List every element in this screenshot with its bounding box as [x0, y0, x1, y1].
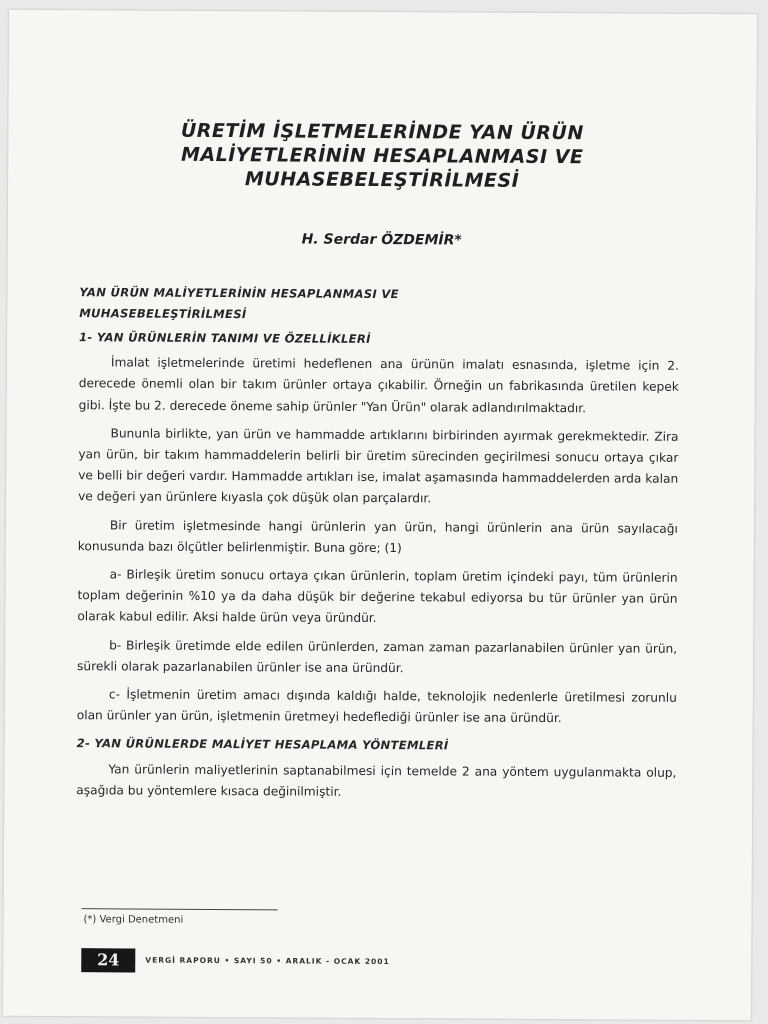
article-title — [48, 118, 716, 194]
paragraph: İmalat işletmelerinde üretimi hedeflenen ana ürünün imalatı esnasında, işletme için 2. derecede önemli olan bir takım ürünler ortaya çıkabilir. Örneğin un fabrikasında üretilen kepek gibi. İşte bu 2. derecede öneme sahip ürünler "Yan Ürün" olarak adlandırılmaktadır. — [78, 355, 679, 415]
paragraph: Bir üretim işletmesinde hangi ürünlerin yan ürün, hangi ürünlerin ana ürün sayılacağı konusunda bazı ölçütler belirlenmiştir. Buna göre; (1) — [77, 517, 678, 555]
paragraph: b- Birleşik üretimde elde edilen ürünlerden, zaman zaman pazarlanabilen ürünler yan ürün, sürekli olarak pazarlanabilen ürünler ise ana üründür. — [77, 637, 678, 675]
paragraph: c- İşletmenin üretim amacı dışında kaldığı halde, teknolojik nedenlerle üretilmesi zorunlu olan ürünler yan ürün, işletmenin üretmeyi hedeflediği ürünler ise ana üründür. — [76, 687, 677, 726]
article-body — [76, 282, 679, 812]
footnote: (*) Vergi Denetmeni — [83, 914, 184, 926]
document-page — [3, 10, 757, 1021]
page-number: 24 — [81, 948, 135, 972]
title-line: ÜRETİM İŞLETMELERİNDE YAN ÜRÜN — [180, 119, 584, 145]
paragraph: Yan ürünlerin maliyetlerinin saptanabilmesi için temelde 2 ana yöntem uygulanmakta olup, aşağıda bu yöntemlere kısaca değinilmiştir. — [76, 762, 677, 799]
section-heading-line: MUHASEBELEŞTİRİLMESİ — [79, 306, 247, 322]
section-heading — [79, 282, 679, 328]
subheading-2: 2- YAN ÜRÜNLERDE MALİYET HESAPLAMA YÖNTEMLERİ — [76, 736, 449, 753]
subheading-1: 1- YAN ÜRÜNLERİN TANIMI VE ÖZELLİKLERİ — [79, 330, 371, 346]
paragraph: a- Birleşik üretim sonucu ortaya çıkan ürünlerin, toplam üretim içindeki payı, tüm ürünlerin toplam değerinin %10 ya da daha düşük bir değerine tekabul ediyorsa bu tür ürünler yan ürün olarak kabul edilir. Aksi halde ürün veya üründür. — [77, 567, 678, 626]
paragraph: Bununla birlikte, yan ürün ve hammadde artıklarını birbirinden ayırmak gerekmektedir. Zira yan ürün, bir takım hammaddelerin belirli bir üretim sürecinden geçirilmesi sonucu ortaya çıkar ve belli bir değeri vardır. Hammadde artıkları ise, imalat aşamasında hammaddelerden arda kalan ve değeri yan ürünlere kıyasla çok düşük olan parçalardır. — [78, 426, 679, 506]
title-line: MALİYETLERİNİN HESAPLANMASI VE — [180, 143, 584, 169]
running-footer: VERGİ RAPORU • SAYI 50 • ARALIK - OCAK 2001 — [145, 955, 390, 967]
footnote-divider — [82, 908, 278, 910]
section-heading-line: YAN ÜRÜN MALİYETLERİNİN HESAPLANMASI VE — [79, 285, 399, 302]
title-line: MUHASEBELEŞTİRİLMESİ — [244, 168, 520, 192]
author-name: H. Serdar ÖZDEMİR* — [301, 231, 462, 249]
